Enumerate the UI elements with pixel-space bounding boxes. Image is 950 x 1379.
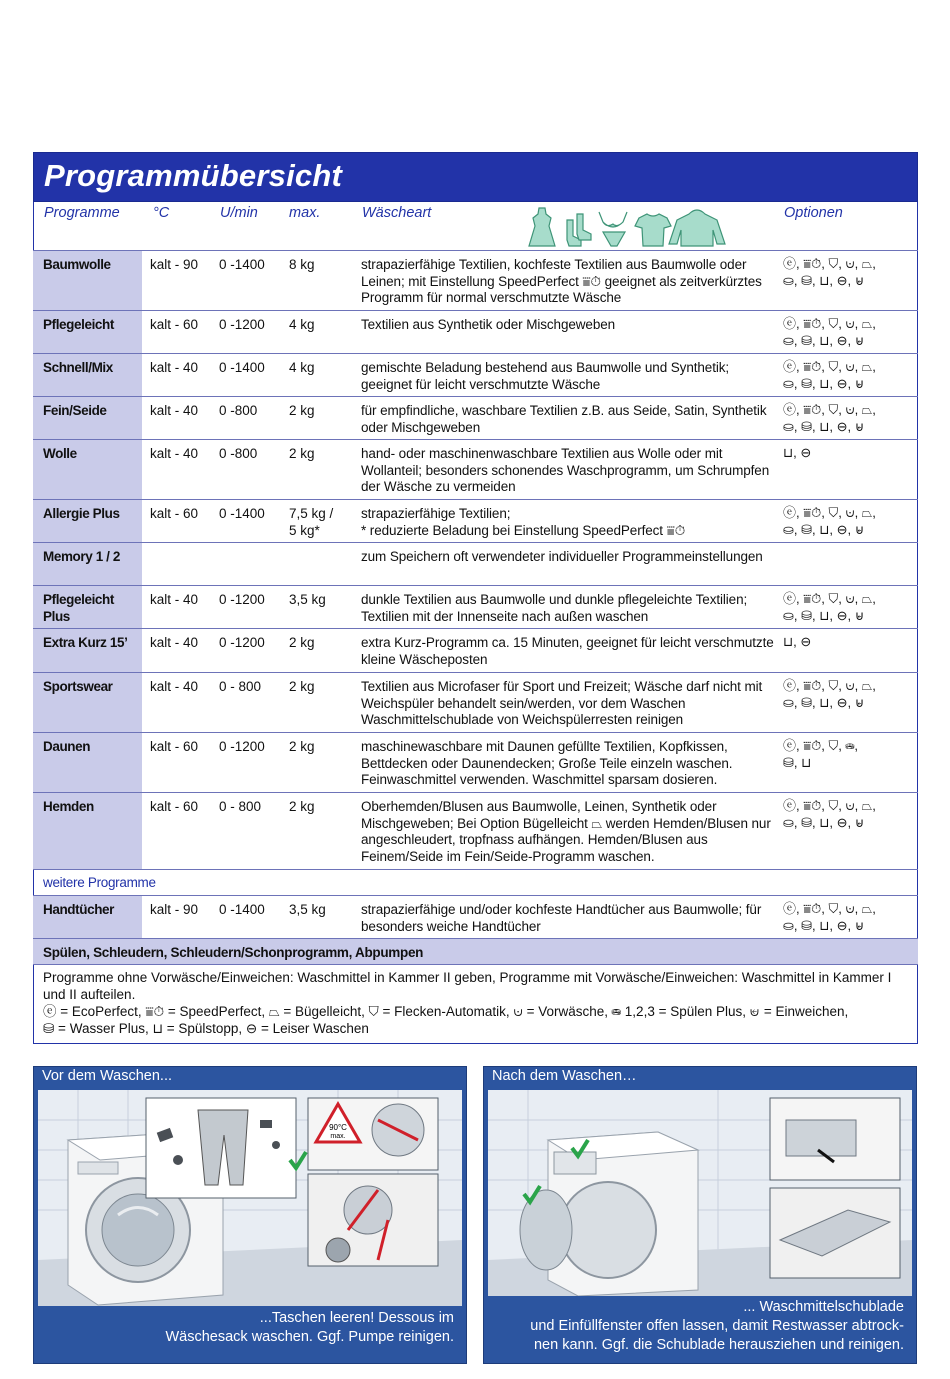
lingerie-icon <box>599 212 627 246</box>
program-name: Baumwolle <box>43 257 111 272</box>
program-rpm: 0 - 800 <box>219 799 262 814</box>
program-description: hand- oder maschinenwaschbare Textilien aus Wolle oder mit Wollanteil; besonders schonendes Waschprogramm, um Schrumpfen der Wäsche zu vermeiden <box>361 446 770 494</box>
program-name: Extra Kurz 15’ <box>43 635 128 650</box>
program-description: Textilien aus Synthetik oder Mischgeweben <box>361 317 616 332</box>
program-name: Daunen <box>43 739 91 754</box>
program-temp: kalt - 40 <box>150 403 199 418</box>
program-options: ⓔ, ⩸⏱, ⛉, ⊍, ⏢, ⛀, ⛁, ⊔, ⊖, ⊌ <box>783 316 876 348</box>
sign-max: max. <box>330 1133 346 1140</box>
table-row <box>33 792 918 870</box>
program-temp: kalt - 40 <box>150 679 199 694</box>
header-programme: Programme <box>44 205 120 221</box>
table-row <box>33 542 918 586</box>
header-rpm: U/min <box>220 205 258 221</box>
program-name: Allergie Plus <box>43 506 120 521</box>
panel-before-washing <box>33 1066 467 1364</box>
program-name: Pflegeleicht Plus <box>43 592 114 624</box>
page-title: Programmübersicht <box>44 158 342 193</box>
panel-caption <box>530 1298 904 1355</box>
footnote-line: Programme ohne Vorwäsche/Einweichen: Waschmittel in Kammer II geben, Programme mit Vorwäsche/Einweichen: Waschmittel in Kammer I und II aufteilen. <box>43 970 892 1002</box>
program-temp: kalt - 60 <box>150 739 199 754</box>
program-temp: kalt - 60 <box>150 799 199 814</box>
dress-icon <box>529 208 555 246</box>
footnote-line: ⛁ = Wasser Plus, ⊔ = Spülstopp, ⊖ = Leiser Waschen <box>43 1021 369 1036</box>
table-row <box>33 353 918 397</box>
socks-icon <box>567 214 591 246</box>
program-max-load: 3,5 kg <box>289 592 326 607</box>
program-description: maschinewaschbare mit Daunen gefüllte Textilien, Kopfkissen, Bettdecken oder Daunendecken; Große Teile einzeln waschen. Feinwaschmittel verwenden. Waschmittel sparsam dosieren. <box>361 739 733 787</box>
program-description: strapazierfähige und/oder kochfeste Handtücher aus Baumwolle; für besonders weiche Handtücher <box>361 902 762 934</box>
panel-after-washing <box>483 1066 917 1364</box>
program-description: extra Kurz-Programm ca. 15 Minuten, geeignet für leicht verschmutzte kleine Wäscheposten <box>361 635 774 667</box>
program-rpm: 0 -800 <box>219 446 258 461</box>
header-optionen: Optionen <box>784 205 843 221</box>
program-rpm: 0 -800 <box>219 403 258 418</box>
footnote-line: ⓔ = EcoPerfect, ⩸⏱ = SpeedPerfect, ⏢ = Bügelleicht, ⛉ = Flecken-Automatik, ⊍ = Vorwäsche, ⛀ 1,2,3 = Spülen Plus, ⊌ = Einweichen, <box>43 1004 849 1019</box>
panel-title: Nach dem Waschen… <box>492 1068 637 1084</box>
illustration-before <box>38 1090 462 1306</box>
program-description: dunkle Textilien aus Baumwolle und dunkle pflegeleichte Textilien; Textilien mit der Innenseite nach außen waschen <box>361 592 748 624</box>
program-rpm: 0 - 800 <box>219 679 262 694</box>
program-max-load: 2 kg <box>289 403 315 418</box>
illustration-after <box>488 1090 912 1296</box>
table-row <box>33 672 918 733</box>
table-row <box>33 396 918 440</box>
program-max-load: 8 kg <box>289 257 315 272</box>
program-rpm: 0 -1200 <box>219 592 265 607</box>
program-description: strapazierfähige Textilien, kochfeste Textilien aus Baumwolle oder Leinen; mit Einstellung SpeedPerfect ⩸⏱ geeignet als zeitverkürztes Programm für normal verschmutzte Wäsche <box>361 257 762 305</box>
program-rpm: 0 -1400 <box>219 257 265 272</box>
program-temp: kalt - 40 <box>150 446 199 461</box>
program-max-load: 3,5 kg <box>289 902 326 917</box>
program-name: Schnell/Mix <box>43 360 113 375</box>
table-row <box>33 439 918 500</box>
garment-icons <box>527 206 729 248</box>
program-description: Textilien aus Microfaser für Sport und Freizeit; Wäsche darf nicht mit Weichspüler behandelt sein/werden, vor dem Waschen Waschmittelschublade von Weichspülerresten reinigen <box>361 679 763 727</box>
program-temp: kalt - 90 <box>150 902 199 917</box>
program-rpm: 0 -1200 <box>219 635 265 650</box>
table-row <box>33 732 918 793</box>
program-temp: kalt - 40 <box>150 635 199 650</box>
program-options: ⓔ, ⩸⏱, ⛉, ⊍, ⏢, ⛀, ⛁, ⊔, ⊖, ⊌ <box>783 359 876 391</box>
washing-machine-illustration <box>38 1090 462 1306</box>
program-name: Memory 1 / 2 <box>43 549 120 564</box>
caption-line: und Einfüllfenster offen lassen, damit Restwasser abtrock- <box>530 1318 904 1334</box>
table-row <box>33 628 918 673</box>
caption-line: nen kann. Ggf. die Schublade herausziehen und reinigen. <box>533 1337 904 1353</box>
program-options: ⓔ, ⩸⏱, ⛉, ⊍, ⏢, ⛀, ⛁, ⊔, ⊖, ⊌ <box>783 678 876 710</box>
program-options: ⓔ, ⩸⏱, ⛉, ⊍, ⏢, ⛀, ⛁, ⊔, ⊖, ⊌ <box>783 591 876 623</box>
header-waescheart: Wäscheart <box>362 205 432 221</box>
table-row <box>33 499 918 543</box>
program-description: zum Speichern oft verwendeter individueller Programmeinstellungen <box>361 549 763 564</box>
panel-caption <box>165 1309 454 1347</box>
section-weitere-programme <box>33 869 918 896</box>
program-max-load: 2 kg <box>289 446 315 461</box>
program-temp: kalt - 40 <box>150 592 199 607</box>
program-description: strapazierfähige Textilien; * reduzierte Beladung bei Einstellung SpeedPerfect ⩸⏱ <box>361 506 686 538</box>
program-max-load: 2 kg <box>289 679 315 694</box>
hoodie-icon <box>669 210 725 246</box>
sign-temp: 90°C <box>329 1123 347 1132</box>
table-row <box>33 895 918 939</box>
program-temp: kalt - 60 <box>150 317 199 332</box>
caption-line: ... Waschmittelschublade <box>743 1299 904 1315</box>
table-row <box>33 250 918 311</box>
program-rpm: 0 -1200 <box>219 317 265 332</box>
program-description: Oberhemden/Blusen aus Baumwolle, Leinen, Synthetik oder Mischgeweben; Bei Option Bügelleicht ⏢ werden Hemden/Blusen nur angeschleudert, tropfnass aufhängen. Hemden/Blusen aus Feinem/Seide im Fein/Seide-Programm waschen. <box>361 799 771 864</box>
program-options: ⓔ, ⩸⏱, ⛉, ⊍, ⏢, ⛀, ⛁, ⊔, ⊖, ⊌ <box>783 798 876 830</box>
program-options: ⓔ, ⩸⏱, ⛉, ⊍, ⏢, ⛀, ⛁, ⊔, ⊖, ⊌ <box>783 901 876 933</box>
program-rpm: 0 -1400 <box>219 506 265 521</box>
caption-line: ...Taschen leeren! Dessous im <box>259 1310 454 1326</box>
program-rpm: 0 -1200 <box>219 739 265 754</box>
header-temperature: °C <box>153 205 170 221</box>
footnote <box>43 969 913 1037</box>
program-options: ⓔ, ⩸⏱, ⛉, ⛀, ⛁, ⊔ <box>783 738 859 770</box>
panel-title: Vor dem Waschen... <box>42 1068 173 1084</box>
washing-machine-illustration <box>488 1090 912 1296</box>
program-options: ⓔ, ⩸⏱, ⛉, ⊍, ⏢, ⛀, ⛁, ⊔, ⊖, ⊌ <box>783 402 876 434</box>
table-row <box>33 310 918 354</box>
program-options: ⊔, ⊖ <box>783 634 812 649</box>
program-max-load: 2 kg <box>289 799 315 814</box>
tshirt-icon <box>635 214 671 246</box>
program-max-load: 4 kg <box>289 317 315 332</box>
program-options: ⓔ, ⩸⏱, ⛉, ⊍, ⏢, ⛀, ⛁, ⊔, ⊖, ⊌ <box>783 505 876 537</box>
table-row <box>33 585 918 629</box>
program-name: Handtücher <box>43 902 115 917</box>
program-options: ⊔, ⊖ <box>783 445 812 460</box>
program-max-load: 7,5 kg / 5 kg* <box>289 506 334 538</box>
section-weitere-label: weitere Programme <box>43 875 156 890</box>
program-description: für empfindliche, waschbare Textilien z.B. aus Seide, Satin, Synthetik oder Mischgeweben <box>361 403 767 435</box>
header-max: max. <box>289 205 321 221</box>
program-description: gemischte Beladung bestehend aus Baumwolle und Synthetik; geeignet für leicht verschmutzte Wäsche <box>361 360 730 392</box>
program-temp: kalt - 60 <box>150 506 199 521</box>
program-max-load: 2 kg <box>289 635 315 650</box>
program-max-load: 2 kg <box>289 739 315 754</box>
program-name: Wolle <box>43 446 77 461</box>
section-spuelen-label: Spülen, Schleudern, Schleudern/Schonprogramm, Abpumpen <box>43 945 424 960</box>
title-bar <box>33 152 918 202</box>
program-name: Hemden <box>43 799 94 814</box>
caption-line: Wäschesack waschen. Ggf. Pumpe reinigen. <box>165 1329 454 1345</box>
program-temp: kalt - 90 <box>150 257 199 272</box>
program-max-load: 4 kg <box>289 360 315 375</box>
program-temp: kalt - 40 <box>150 360 199 375</box>
section-spuelen <box>33 938 918 965</box>
program-options: ⓔ, ⩸⏱, ⛉, ⊍, ⏢, ⛀, ⛁, ⊔, ⊖, ⊌ <box>783 256 876 288</box>
program-name: Pflegeleicht <box>43 317 114 332</box>
program-rpm: 0 -1400 <box>219 360 265 375</box>
program-name: Fein/Seide <box>43 403 107 418</box>
program-rpm: 0 -1400 <box>219 902 265 917</box>
program-name: Sportswear <box>43 679 113 694</box>
